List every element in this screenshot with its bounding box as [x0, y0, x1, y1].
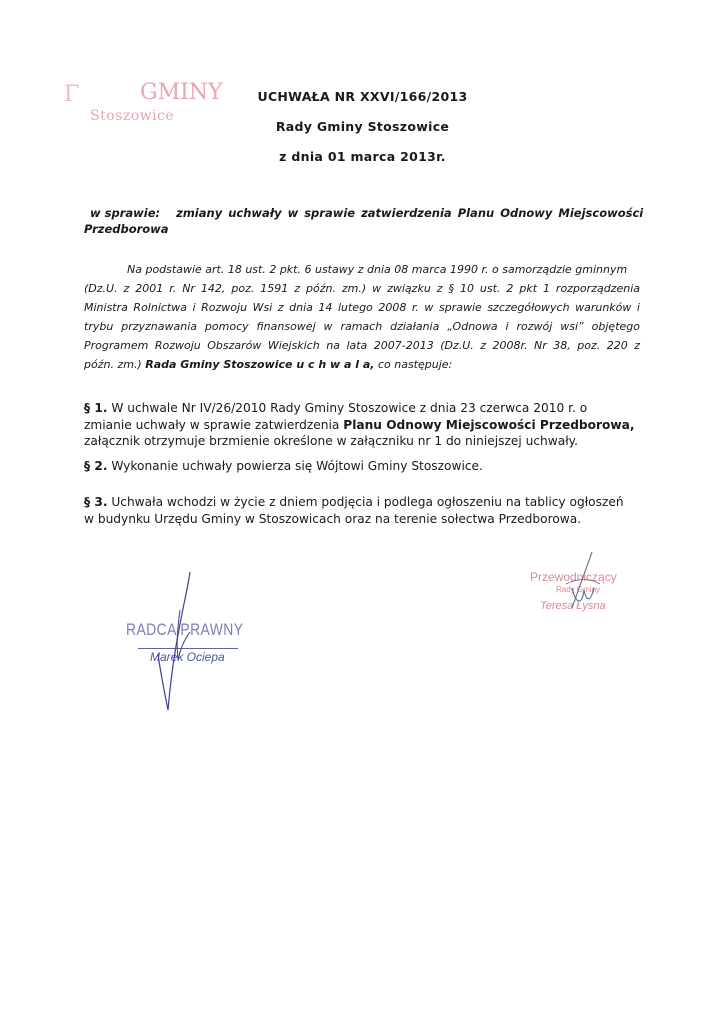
subject	[84, 205, 644, 237]
basis-line: (Dz.U. z 2001 r. Nr 142, poz. 1591 z późn. zm.) w związku z § 10 ust. 2 pkt 1 rozporządzenia	[84, 282, 640, 295]
resolution-number: UCHWAŁA NR XXVI/166/2013	[257, 89, 468, 104]
paragraph-3	[84, 494, 644, 527]
chairman-body: Rady Gminy	[556, 585, 601, 594]
basis-line: trybu przyznawania pomocy finansowej w ramach działania „Odnowa i rozwój wsi” objętego	[84, 320, 640, 333]
basis-tail: co następuje:	[377, 358, 453, 371]
stamp-stoszowice: Stoszowice	[90, 108, 175, 124]
council-name: Rady Gminy Stoszowice	[275, 119, 450, 134]
chairman-name: Teresa Łysna	[540, 600, 606, 612]
paragraph-number: § 1.	[84, 401, 108, 415]
legal-advisor-title: RADCA PRAWNY	[126, 620, 244, 639]
subject-text: zmiany uchwały w sprawie zatwierdzenia Planu Odnowy Miejscowości	[176, 206, 644, 220]
basis-tail: późn. zm.)	[84, 358, 142, 371]
subject-text-cont: Przedborowa	[84, 222, 169, 236]
paragraph-text: Wykonanie uchwały powierza się Wójtowi Gminy Stoszowice.	[111, 459, 483, 473]
stamp-mark: Γ	[64, 82, 80, 107]
paragraph-2	[84, 458, 644, 475]
basis-line: Na podstawie art. 18 ust. 2 pkt. 6 ustawy z dnia 08 marca 1990 r. o samorządzie gminnym	[127, 263, 628, 276]
paragraph-1	[84, 400, 644, 450]
chairman-title: Przewodniczący	[530, 570, 617, 584]
paragraph-number: § 3.	[84, 495, 108, 509]
subject-lead: w sprawie:	[90, 206, 161, 220]
paragraph-text: Uchwała wchodzi w życie z dniem podjęcia i podlega ogłoszeniu na tablicy ogłoszeń	[111, 495, 624, 509]
basis-line	[84, 355, 640, 374]
stamp-gminy: GMINY	[140, 80, 223, 105]
resolution-date: z dnia 01 marca 2013r.	[279, 149, 446, 164]
paragraph-number: § 2.	[84, 459, 108, 473]
legal-advisor-stamp	[120, 570, 280, 720]
legal-basis	[84, 260, 640, 374]
paragraph-text: zmianie uchwały w sprawie zatwierdzenia	[84, 417, 340, 432]
paragraph-text: W uchwale Nr IV/26/2010 Rady Gminy Stoszowice z dnia 23 czerwca 2010 r. o	[111, 401, 588, 415]
plan-name: Planu Odnowy Miejscowości Przedborowa,	[343, 417, 635, 432]
basis-line: Ministra Rolnictwa i Rozwoju Wsi z dnia 14 lutego 2008 r. w sprawie szczegółowych warunków i	[84, 301, 640, 314]
enacting-clause: Rada Gminy Stoszowice u c h w a l a,	[145, 358, 375, 371]
paragraph-text: załącznik otrzymuje brzmienie określone w załączniku nr 1 do niniejszej uchwały.	[84, 434, 579, 448]
legal-advisor-name: Marek Ociepa	[150, 650, 225, 664]
paragraph-text: w budynku Urzędu Gminy w Stoszowicach oraz na terenie sołectwa Przedborowa.	[84, 511, 582, 526]
legal-advisor-signature	[120, 570, 280, 720]
basis-line: Programem Rozwoju Obszarów Wiejskich na lata 2007-2013 (Dz.U. z 2008r. Nr 38, poz. 220 z	[84, 339, 640, 352]
chairman-signature	[520, 548, 640, 618]
chairman-stamp	[520, 560, 640, 620]
